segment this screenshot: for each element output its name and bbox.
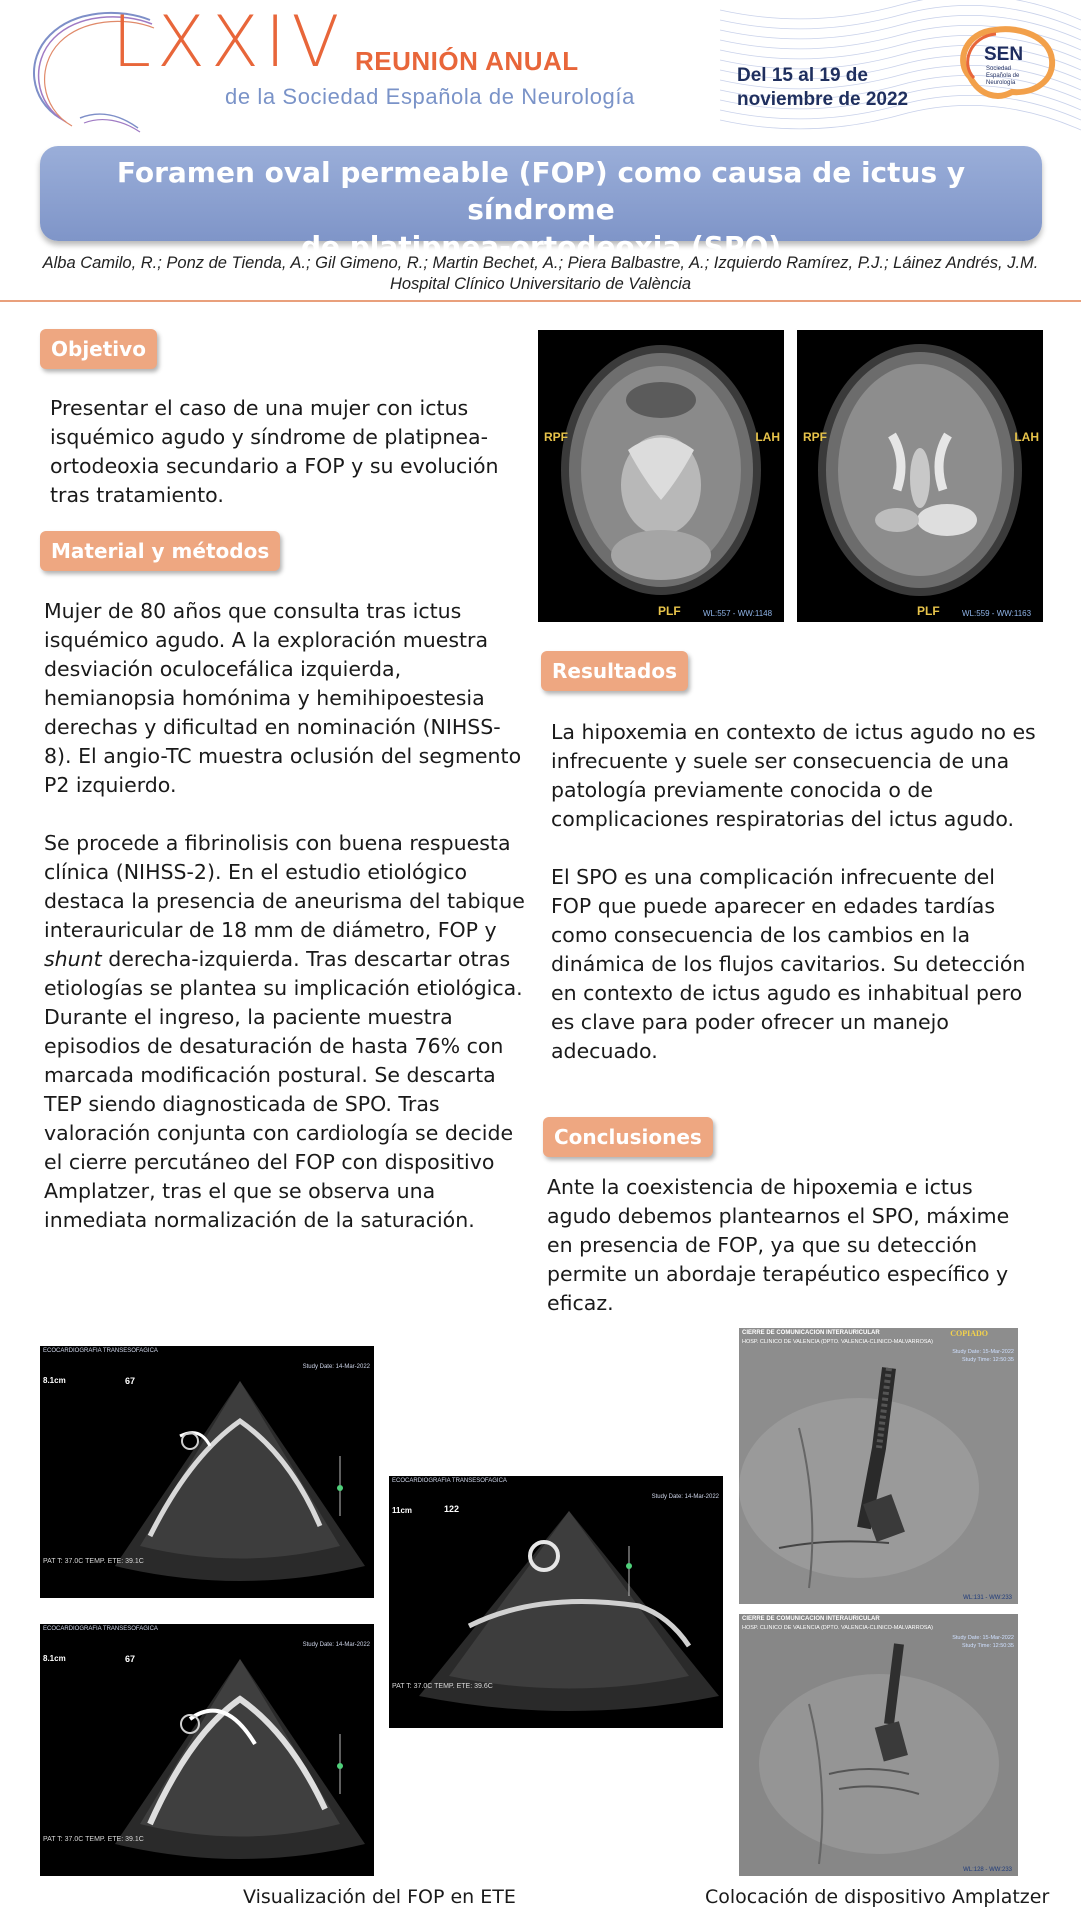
material-text	[44, 597, 528, 1235]
poster-header	[0, 0, 1081, 140]
mri-2-window: WL:559 - WW:1163	[962, 609, 1032, 618]
material-paragraph-1: Mujer de 80 años que consulta tras ictus isquémico agudo. A la exploración muestra desviación oculocefálica izquierda, hemianopsia homónima y hemihipoestesia derechas y dificultad en nominación (NIHSS-8). El angio-TC muestra oclusión del segmento P2 izquierdo.	[44, 599, 522, 797]
dates-line-2: noviembre de 2022	[737, 89, 909, 110]
title-line-2: de platipnea-ortodeoxia (SPO)	[300, 230, 782, 263]
material-p2-part-a: Se procede a fibrinolisis con buena respuesta clínica (NIHSS-2). En el estudio etiológico destaca la presencia de aneurisma del tabique interauricular de 18 mm de diámetro, FOP y	[44, 831, 525, 942]
sen-logo-text: SEN	[984, 44, 1024, 65]
fluoro-1-wl: WL:131	[963, 1595, 984, 1601]
echo-2-depth: 8.1cm	[43, 1654, 66, 1663]
echo-image-1	[40, 1346, 374, 1598]
echo-3-depth: 11cm	[392, 1506, 413, 1515]
meeting-dates	[737, 64, 937, 112]
echo-2-temp: PAT T: 37.0C TEMP. ETE: 39.1C	[43, 1836, 144, 1843]
affiliation: Hospital Clínico Universitario de València	[389, 275, 692, 293]
fluoro-1-header: CIERRE DE COMUNICACION INTERAURICULAR	[742, 1330, 880, 1336]
material-p2-emphasis: shunt	[44, 947, 102, 971]
mri-2-bottom-label: PLF	[917, 604, 940, 618]
objetivo-paragraph: Presentar el caso de una mujer con ictus isquémico agudo y síndrome de platipnea-ortodeoxia secundario a FOP y su evolución tras tratamiento.	[50, 396, 499, 507]
echo-3-date: Study Date: 14-Mar-2022	[651, 1494, 719, 1500]
fluoroscopy-image-2	[739, 1614, 1018, 1876]
echo-1-temp: PAT T: 37.0C TEMP. ETE: 39.1C	[43, 1558, 144, 1565]
fluoro-1-site: HOSP. CLINICO DE VALENCIA (DPTO. VALENCIA-CLINICO-MALVARROSA)	[742, 1339, 934, 1345]
fluoro-caption: Colocación de dispositivo Amplatzer	[705, 1886, 1050, 1908]
fluoro-2-header: CIERRE DE COMUNICACION INTERAURICULAR	[742, 1616, 880, 1622]
fluoro-2-window: WL:128 - WW:233	[963, 1867, 1012, 1873]
conclusiones-text	[547, 1173, 1037, 1318]
sen-logo-subtext: Sociedad Española de Neurología	[986, 66, 1020, 86]
mri-2-ww: WW:1163	[996, 609, 1032, 618]
mri-1-bottom-label: PLF	[658, 604, 681, 618]
section-heading-conclusiones: Conclusiones	[543, 1117, 713, 1157]
echo-1-date: Study Date: 14-Mar-2022	[302, 1364, 370, 1370]
mri-image-1	[538, 330, 784, 622]
mri-2-left-label: RPF	[803, 430, 827, 444]
section-heading-material: Material y métodos	[40, 531, 280, 571]
fluoro-1-time: Study Time: 12:50:35	[962, 1357, 1014, 1363]
fluoroscopy-graphic	[739, 1614, 1018, 1876]
fluoroscopy-image-1	[739, 1328, 1018, 1604]
resultados-paragraph-2: El SPO es una complicación infrecuente del FOP que puede aparecer en edades tardías como consecuencia de los cambios en la dinámica de los flujos cavitarios. Su detección en contexto de ictus agudo es inhabitual pero es clave para poder ofrecer un manejo adecuado.	[551, 865, 1026, 1063]
fluoro-1-window: WL:131 - WW:233	[963, 1595, 1012, 1601]
author-list: Alba Camilo, R.; Ponz de Tienda, A.; Gil Gimeno, R.; Martin Bechet, A.; Piera Balbastre, A.; Izquierdo Ramírez, P.J.; Láinez Andrés, J.M.	[42, 254, 1039, 272]
echo-3-angle: 122	[444, 1504, 460, 1514]
echo-3-header: ECOCARDIOGRAFIA TRANSESOFAGICA	[392, 1478, 507, 1484]
section-heading-objetivo: Objetivo	[40, 329, 157, 369]
fluoro-2-ww: WW:233	[989, 1867, 1012, 1873]
echo-image-3	[389, 1476, 723, 1728]
dates-line-1: Del 15 al 19 de	[737, 65, 868, 86]
fluoro-2-date: Study Date: 15-Mar-2022	[952, 1635, 1014, 1641]
mri-brain-graphic	[538, 330, 784, 622]
echo-2-header: ECOCARDIOGRAFIA TRANSESOFAGICA	[43, 1626, 158, 1632]
resultados-paragraph-1: La hipoxemia en contexto de ictus agudo no es infrecuente y suele ser consecuencia de una patología previamente conocida o de complicaciones respiratorias del ictus agudo.	[551, 720, 1036, 831]
material-p2-part-b: derecha-izquierda. Tras descartar otras etiologías se plantea su implicación etiológica. Durante el ingreso, la paciente muestra episodios de desaturación de hasta 76% con marcada modificación postural. Se descarta TEP siendo diagnosticada de SPO. Tras valoración conjunta con cardiología se decide el cierre percutáneo del FOP con dispositivo Amplatzer, tras el que se observa una inmediata normalización de la saturación.	[44, 947, 523, 1232]
fluoro-1-ww: WW:233	[989, 1595, 1012, 1601]
fluoroscopy-graphic	[739, 1328, 1018, 1604]
header-divider	[0, 300, 1081, 302]
mri-1-right-label: LAH	[755, 430, 780, 444]
mri-2-right-label: LAH	[1014, 430, 1039, 444]
title-line-1: Foramen oval permeable (FOP) como causa de ictus y síndrome	[116, 156, 966, 226]
objetivo-text	[50, 394, 525, 510]
conclusiones-paragraph: Ante la coexistencia de hipoxemia e ictus agudo debemos plantearnos el SPO, máxime en presencia de FOP, ya que su detección permite un abordaje terapéutico específico y eficaz.	[547, 1175, 1010, 1315]
society-name: de la Sociedad Española de Neurología	[225, 84, 635, 109]
author-block	[0, 253, 1081, 295]
mri-2-wl: WL:559	[962, 609, 990, 618]
mri-image-2	[797, 330, 1043, 622]
fluoro-1-date: Study Date: 15-Mar-2022	[952, 1349, 1014, 1355]
echo-3-temp: PAT T: 37.0C TEMP. ETE: 39.6C	[392, 1683, 493, 1690]
mri-brain-graphic	[797, 330, 1043, 622]
echo-2-date: Study Date: 14-Mar-2022	[302, 1642, 370, 1648]
fluoro-2-time: Study Time: 12:50:35	[962, 1643, 1014, 1649]
echo-image-2	[40, 1624, 374, 1876]
section-heading-resultados: Resultados	[541, 651, 688, 691]
material-paragraph-2	[44, 829, 528, 1235]
fluoro-1-badge: COPIADO	[950, 1329, 988, 1338]
mri-1-wl: WL:557	[703, 609, 731, 618]
echo-1-depth: 8.1cm	[43, 1376, 66, 1385]
mri-1-window: WL:557 - WW:1148	[703, 609, 773, 618]
echo-1-angle: 67	[125, 1376, 136, 1386]
poster-title	[40, 154, 1042, 265]
mri-1-left-label: RPF	[544, 430, 568, 444]
mri-1-ww: WW:1148	[737, 609, 773, 618]
echo-1-header: ECOCARDIOGRAFIA TRANSESOFAGICA	[43, 1348, 158, 1354]
fluoro-2-site: HOSP. CLINICO DE VALENCIA (DPTO. VALENCIA-CLINICO-MALVARROSA)	[742, 1625, 934, 1631]
resultados-text	[551, 718, 1041, 1066]
echo-2-angle: 67	[125, 1654, 136, 1664]
ultrasound-sector-graphic	[389, 1476, 723, 1728]
meeting-title: REUNIÓN ANUAL	[355, 46, 579, 76]
meeting-numeral: LXXIV	[112, 1, 346, 83]
echo-caption: Visualización del FOP en ETE	[243, 1886, 516, 1908]
fluoro-2-wl: WL:128	[963, 1867, 984, 1873]
